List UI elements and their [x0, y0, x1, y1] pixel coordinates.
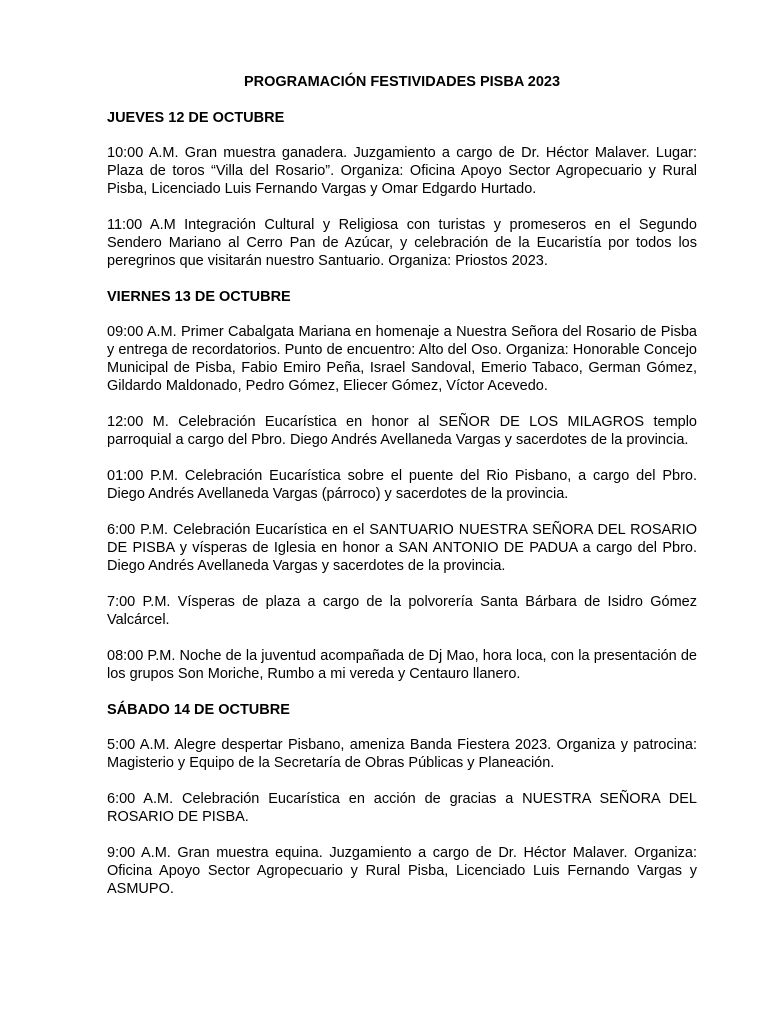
event-paragraph: 9:00 A.M. Gran muestra equina. Juzgamiento a cargo de Dr. Héctor Malaver. Organiza: Oficina Apoyo Sector Agropecuario y Rural Pisba, Licenciado Luis Fernando Vargas y ASMUPO.: [107, 845, 697, 897]
day-heading: SÁBADO 14 DE OCTUBRE: [107, 702, 290, 718]
day-section-viernes: [107, 288, 697, 683]
event-paragraph: 7:00 P.M. Vísperas de plaza a cargo de la polvorería Santa Bárbara de Isidro Gómez Valcárcel.: [107, 594, 697, 628]
event-paragraph: 6:00 P.M. Celebración Eucarística en el SANTUARIO NUESTRA SEÑORA DEL ROSARIO DE PISBA y vísperas de Iglesia en honor a SAN ANTONIO DE PADUA a cargo del Pbro. Diego Andrés Avellaneda Vargas y sacerdotes de la provincia.: [107, 522, 697, 574]
event-paragraph: 09:00 A.M. Primer Cabalgata Mariana en homenaje a Nuestra Señora del Rosario de Pisba y entrega de recordatorios. Punto de encuentro: Alto del Oso. Organiza: Honorable Concejo Municipal de Pisba, Fabio Emiro Peña, Israel Sandoval, Emerio Tabaco, German Gómez, Gildardo Maldonado, Pedro Gómez, Eliecer Gómez, Víctor Acevedo.: [107, 324, 697, 394]
event-paragraph: 5:00 A.M. Alegre despertar Pisbano, ameniza Banda Fiestera 2023. Organiza y patrocina: Magisterio y Equipo de la Secretaría de Obras Públicas y Planeación.: [107, 737, 697, 771]
event-paragraph: 01:00 P.M. Celebración Eucarística sobre el puente del Rio Pisbano, a cargo del Pbro. Diego Andrés Avellaneda Vargas (párroco) y sacerdotes de la provincia.: [107, 468, 697, 502]
day-heading: VIERNES 13 DE OCTUBRE: [107, 289, 291, 305]
day-section-sabado: [107, 701, 697, 898]
event-paragraph: 12:00 M. Celebración Eucarística en honor al SEÑOR DE LOS MILAGROS templo parroquial a cargo del Pbro. Diego Andrés Avellaneda Vargas y sacerdotes de la provincia.: [107, 414, 697, 448]
event-paragraph: 11:00 A.M Integración Cultural y Religiosa con turistas y promeseros en el Segundo Sendero Mariano al Cerro Pan de Azúcar, y celebración de la Eucaristía por todos los peregrinos que visitarán nuestro Santuario. Organiza: Priostos 2023.: [107, 217, 697, 269]
document-title: PROGRAMACIÓN FESTIVIDADES PISBA 2023: [243, 74, 561, 90]
day-section-jueves: [107, 109, 697, 270]
event-paragraph: 10:00 A.M. Gran muestra ganadera. Juzgamiento a cargo de Dr. Héctor Malaver. Lugar: Plaza de toros “Villa del Rosario”. Organiza: Oficina Apoyo Sector Agropecuario y Rural Pisba, Licenciado Luis Fernando Vargas y Omar Edgardo Hurtado.: [107, 145, 697, 197]
event-paragraph: 6:00 A.M. Celebración Eucarística en acción de gracias a NUESTRA SEÑORA DEL ROSARIO DE PISBA.: [107, 791, 697, 825]
day-heading: JUEVES 12 DE OCTUBRE: [107, 110, 285, 126]
document-page: [107, 73, 697, 916]
event-paragraph: 08:00 P.M. Noche de la juventud acompañada de Dj Mao, hora loca, con la presentación de los grupos Son Moriche, Rumbo a mi vereda y Centauro llanero.: [107, 648, 697, 682]
